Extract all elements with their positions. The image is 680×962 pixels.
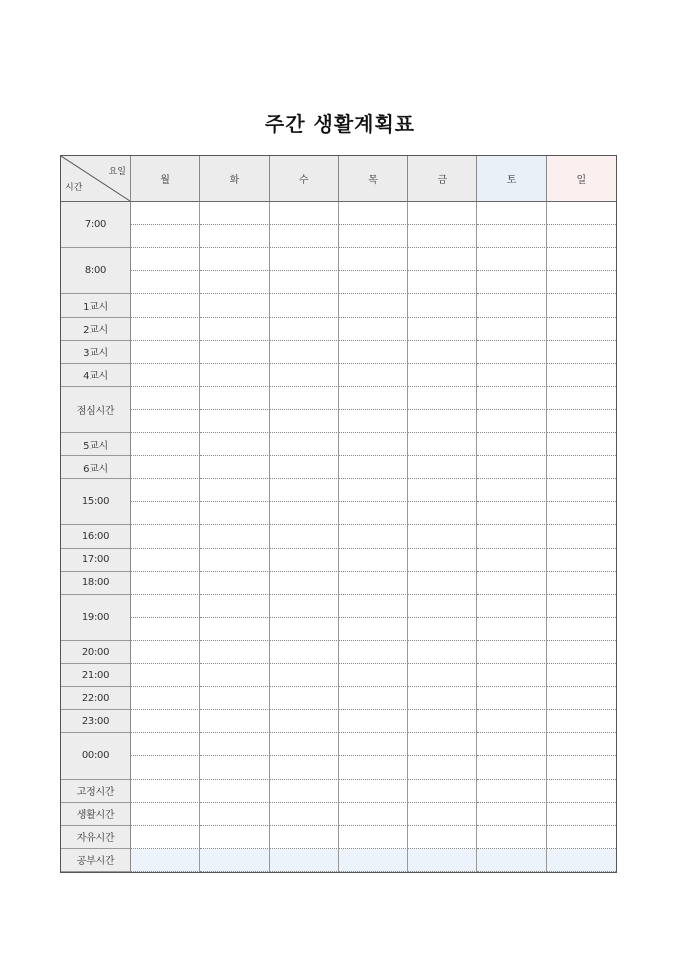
schedule-cell[interactable] (270, 826, 339, 849)
day-header: 일 (547, 156, 616, 202)
schedule-cell[interactable] (270, 341, 339, 364)
time-slot-label: 17:00 (61, 549, 131, 572)
day-header: 화 (200, 156, 269, 202)
schedule-cell[interactable] (200, 664, 269, 687)
schedule-cell[interactable] (477, 849, 546, 872)
schedule-cell[interactable] (408, 849, 477, 872)
schedule-cell[interactable] (270, 710, 339, 733)
schedule-cell[interactable] (339, 456, 408, 479)
schedule-cell[interactable] (477, 479, 546, 502)
schedule-cell[interactable] (131, 525, 200, 548)
schedule-cell[interactable] (270, 433, 339, 456)
schedule-cell[interactable] (339, 710, 408, 733)
schedule-cell[interactable] (477, 803, 546, 826)
time-slot-label: 1교시 (61, 294, 131, 317)
schedule-cell[interactable] (200, 595, 269, 618)
schedule-cell[interactable] (200, 710, 269, 733)
schedule-cell[interactable] (131, 756, 200, 779)
schedule-cell[interactable] (547, 525, 616, 548)
schedule-cell[interactable] (131, 202, 200, 225)
schedule-cell[interactable] (200, 756, 269, 779)
schedule-cell[interactable] (131, 364, 200, 387)
schedule-cell[interactable] (131, 549, 200, 572)
schedule-cell[interactable] (339, 572, 408, 595)
schedule-cell[interactable] (477, 780, 546, 803)
schedule-cell[interactable] (339, 294, 408, 317)
schedule-cell[interactable] (477, 341, 546, 364)
schedule-cell[interactable] (270, 387, 339, 410)
schedule-cell[interactable] (131, 618, 200, 641)
schedule-cell[interactable] (477, 595, 546, 618)
schedule-cell[interactable] (131, 225, 200, 248)
time-slot-label: 공부시간 (61, 849, 131, 872)
schedule-cell[interactable] (477, 710, 546, 733)
schedule-cell[interactable] (477, 456, 546, 479)
day-header: 목 (339, 156, 408, 202)
schedule-cell[interactable] (200, 803, 269, 826)
schedule-cell[interactable] (270, 271, 339, 294)
schedule-cell[interactable] (408, 410, 477, 433)
schedule-cell[interactable] (200, 618, 269, 641)
schedule-cell[interactable] (547, 433, 616, 456)
schedule-cell[interactable] (339, 733, 408, 756)
schedule-cell[interactable] (547, 687, 616, 710)
schedule-cell[interactable] (408, 225, 477, 248)
schedule-cell[interactable] (200, 479, 269, 502)
time-slot-label: 4교시 (61, 364, 131, 387)
schedule-cell[interactable] (408, 641, 477, 664)
schedule-cell[interactable] (339, 318, 408, 341)
schedule-cell[interactable] (270, 410, 339, 433)
schedule-cell[interactable] (200, 387, 269, 410)
schedule-cell[interactable] (270, 456, 339, 479)
schedule-cell[interactable] (408, 364, 477, 387)
schedule-cell[interactable] (477, 202, 546, 225)
schedule-cell[interactable] (547, 803, 616, 826)
schedule-cell[interactable] (408, 387, 477, 410)
schedule-cell[interactable] (339, 595, 408, 618)
schedule-cell[interactable] (408, 803, 477, 826)
schedule-cell[interactable] (408, 433, 477, 456)
schedule-cell[interactable] (339, 549, 408, 572)
schedule-cell[interactable] (270, 641, 339, 664)
schedule-cell[interactable] (408, 202, 477, 225)
schedule-cell[interactable] (339, 341, 408, 364)
schedule-cell[interactable] (547, 248, 616, 271)
time-slot-label: 생활시간 (61, 803, 131, 826)
schedule-cell[interactable] (408, 618, 477, 641)
schedule-cell[interactable] (339, 433, 408, 456)
schedule-cell[interactable] (270, 202, 339, 225)
schedule-cell[interactable] (131, 479, 200, 502)
schedule-cell[interactable] (339, 618, 408, 641)
schedule-cell[interactable] (339, 664, 408, 687)
schedule-cell[interactable] (339, 479, 408, 502)
schedule-cell[interactable] (547, 271, 616, 294)
time-slot-label: 자유시간 (61, 826, 131, 849)
schedule-cell[interactable] (131, 664, 200, 687)
time-slot-label: 15:00 (61, 479, 131, 525)
day-header: 수 (270, 156, 339, 202)
schedule-cell[interactable] (200, 780, 269, 803)
schedule-cell[interactable] (131, 641, 200, 664)
time-slot-label: 00:00 (61, 733, 131, 779)
schedule-cell[interactable] (200, 271, 269, 294)
time-slot-label: 7:00 (61, 202, 131, 248)
schedule-cell[interactable] (408, 572, 477, 595)
schedule-cell[interactable] (270, 225, 339, 248)
schedule-cell[interactable] (477, 410, 546, 433)
schedule-cell[interactable] (547, 387, 616, 410)
schedule-cell[interactable] (547, 595, 616, 618)
schedule-cell[interactable] (477, 641, 546, 664)
schedule-cell[interactable] (547, 502, 616, 525)
schedule-cell[interactable] (547, 202, 616, 225)
schedule-cell[interactable] (339, 387, 408, 410)
schedule-cell[interactable] (477, 572, 546, 595)
schedule-cell[interactable] (477, 318, 546, 341)
schedule-cell[interactable] (339, 248, 408, 271)
schedule-cell[interactable] (547, 479, 616, 502)
schedule-cell[interactable] (477, 756, 546, 779)
schedule-cell[interactable] (270, 687, 339, 710)
time-slot-label: 3교시 (61, 341, 131, 364)
schedule-cell[interactable] (339, 756, 408, 779)
schedule-cell[interactable] (131, 502, 200, 525)
schedule-cell[interactable] (547, 294, 616, 317)
schedule-cell[interactable] (477, 433, 546, 456)
schedule-cell[interactable] (408, 294, 477, 317)
time-slot-label: 20:00 (61, 641, 131, 664)
schedule-cell[interactable] (131, 387, 200, 410)
schedule-cell[interactable] (408, 756, 477, 779)
schedule-cell[interactable] (200, 849, 269, 872)
schedule-cell[interactable] (131, 803, 200, 826)
schedule-cell[interactable] (408, 595, 477, 618)
schedule-cell[interactable] (408, 479, 477, 502)
schedule-cell[interactable] (408, 525, 477, 548)
time-slot-label: 6교시 (61, 456, 131, 479)
schedule-cell[interactable] (200, 456, 269, 479)
schedule-cell[interactable] (200, 364, 269, 387)
schedule-cell[interactable] (547, 318, 616, 341)
schedule-cell[interactable] (270, 618, 339, 641)
schedule-cell[interactable] (270, 595, 339, 618)
schedule-cell[interactable] (339, 803, 408, 826)
schedule-cell[interactable] (408, 549, 477, 572)
schedule-cell[interactable] (547, 826, 616, 849)
schedule-cell[interactable] (270, 664, 339, 687)
schedule-cell[interactable] (339, 225, 408, 248)
schedule-cell[interactable] (270, 294, 339, 317)
schedule-cell[interactable] (131, 710, 200, 733)
schedule-cell[interactable] (270, 803, 339, 826)
schedule-cell[interactable] (200, 525, 269, 548)
schedule-cell[interactable] (339, 641, 408, 664)
schedule-cell[interactable] (408, 733, 477, 756)
time-slot-label: 5교시 (61, 433, 131, 456)
schedule-cell[interactable] (547, 341, 616, 364)
schedule-cell[interactable] (408, 502, 477, 525)
schedule-cell[interactable] (200, 733, 269, 756)
schedule-cell[interactable] (477, 387, 546, 410)
schedule-cell[interactable] (547, 456, 616, 479)
schedule-cell[interactable] (339, 271, 408, 294)
schedule-cell[interactable] (339, 502, 408, 525)
schedule-cell[interactable] (131, 410, 200, 433)
schedule-cell[interactable] (270, 502, 339, 525)
schedule-cell[interactable] (547, 618, 616, 641)
schedule-cell[interactable] (547, 364, 616, 387)
schedule-cell[interactable] (547, 849, 616, 872)
schedule-cell[interactable] (270, 248, 339, 271)
schedule-cell[interactable] (339, 525, 408, 548)
schedule-cell[interactable] (200, 826, 269, 849)
day-header: 금 (408, 156, 477, 202)
time-slot-label: 18:00 (61, 572, 131, 595)
schedule-cell[interactable] (339, 364, 408, 387)
schedule-cell[interactable] (339, 202, 408, 225)
schedule-cell[interactable] (270, 549, 339, 572)
schedule-cell[interactable] (547, 780, 616, 803)
schedule-cell[interactable] (200, 502, 269, 525)
time-slot-label: 점심시간 (61, 387, 131, 433)
schedule-cell[interactable] (270, 756, 339, 779)
diagonal-line (61, 156, 130, 201)
schedule-cell[interactable] (270, 479, 339, 502)
day-header: 월 (131, 156, 200, 202)
schedule-cell[interactable] (477, 549, 546, 572)
schedule-cell[interactable] (131, 456, 200, 479)
schedule-cell[interactable] (547, 641, 616, 664)
schedule-cell[interactable] (131, 849, 200, 872)
schedule-cell[interactable] (131, 341, 200, 364)
time-slot-label: 23:00 (61, 710, 131, 733)
schedule-cell[interactable] (200, 410, 269, 433)
schedule-cell[interactable] (131, 248, 200, 271)
schedule-cell[interactable] (270, 733, 339, 756)
schedule-cell[interactable] (477, 271, 546, 294)
schedule-cell[interactable] (131, 294, 200, 317)
schedule-cell[interactable] (131, 572, 200, 595)
schedule-cell[interactable] (547, 225, 616, 248)
schedule-cell[interactable] (200, 202, 269, 225)
schedule-cell[interactable] (270, 572, 339, 595)
schedule-cell[interactable] (408, 687, 477, 710)
schedule-cell[interactable] (200, 572, 269, 595)
time-slot-label: 16:00 (61, 525, 131, 548)
time-slot-label: 22:00 (61, 687, 131, 710)
schedule-cell[interactable] (131, 687, 200, 710)
schedule-cell[interactable] (477, 733, 546, 756)
schedule-cell[interactable] (408, 318, 477, 341)
schedule-cell[interactable] (477, 502, 546, 525)
schedule-cell[interactable] (477, 687, 546, 710)
weekly-schedule-table (60, 155, 617, 873)
corner-header-cell (61, 156, 131, 202)
schedule-cell[interactable] (270, 364, 339, 387)
schedule-cell[interactable] (547, 549, 616, 572)
schedule-cell[interactable] (408, 341, 477, 364)
schedule-cell[interactable] (131, 595, 200, 618)
schedule-cell[interactable] (547, 733, 616, 756)
schedule-cell[interactable] (339, 687, 408, 710)
schedule-cell[interactable] (408, 710, 477, 733)
schedule-cell[interactable] (477, 664, 546, 687)
schedule-cell[interactable] (339, 780, 408, 803)
schedule-cell[interactable] (547, 410, 616, 433)
schedule-cell[interactable] (131, 433, 200, 456)
schedule-cell[interactable] (131, 318, 200, 341)
schedule-cell[interactable] (477, 364, 546, 387)
schedule-cell[interactable] (477, 248, 546, 271)
schedule-cell[interactable] (477, 826, 546, 849)
schedule-cell[interactable] (408, 271, 477, 294)
schedule-cell[interactable] (200, 549, 269, 572)
schedule-cell[interactable] (200, 687, 269, 710)
time-slot-label: 2교시 (61, 318, 131, 341)
schedule-cell[interactable] (200, 248, 269, 271)
schedule-cell[interactable] (408, 826, 477, 849)
schedule-cell[interactable] (408, 780, 477, 803)
schedule-cell[interactable] (339, 849, 408, 872)
page-title: 주간 생활계획표 (264, 112, 416, 136)
schedule-cell[interactable] (200, 341, 269, 364)
time-slot-label: 19:00 (61, 595, 131, 641)
schedule-cell[interactable] (200, 641, 269, 664)
schedule-cell[interactable] (477, 294, 546, 317)
corner-time-label: 시간 (65, 183, 83, 193)
schedule-cell[interactable] (270, 849, 339, 872)
schedule-cell[interactable] (131, 780, 200, 803)
day-header: 토 (477, 156, 546, 202)
schedule-cell[interactable] (200, 294, 269, 317)
schedule-cell[interactable] (547, 572, 616, 595)
schedule-cell[interactable] (339, 826, 408, 849)
schedule-cell[interactable] (408, 248, 477, 271)
time-slot-label: 21:00 (61, 664, 131, 687)
schedule-cell[interactable] (270, 780, 339, 803)
corner-day-label: 요일 (108, 167, 126, 177)
schedule-cell[interactable] (477, 618, 546, 641)
schedule-cell[interactable] (131, 733, 200, 756)
schedule-cell[interactable] (547, 710, 616, 733)
schedule-cell[interactable] (131, 826, 200, 849)
schedule-cell[interactable] (547, 664, 616, 687)
schedule-cell[interactable] (270, 318, 339, 341)
schedule-cell[interactable] (200, 318, 269, 341)
schedule-cell[interactable] (270, 525, 339, 548)
schedule-cell[interactable] (408, 664, 477, 687)
schedule-cell[interactable] (339, 410, 408, 433)
schedule-cell[interactable] (547, 756, 616, 779)
schedule-cell[interactable] (477, 525, 546, 548)
schedule-cell[interactable] (131, 271, 200, 294)
schedule-cell[interactable] (200, 433, 269, 456)
schedule-cell[interactable] (200, 225, 269, 248)
time-slot-label: 고정시간 (61, 780, 131, 803)
time-slot-label: 8:00 (61, 248, 131, 294)
schedule-cell[interactable] (477, 225, 546, 248)
schedule-cell[interactable] (408, 456, 477, 479)
